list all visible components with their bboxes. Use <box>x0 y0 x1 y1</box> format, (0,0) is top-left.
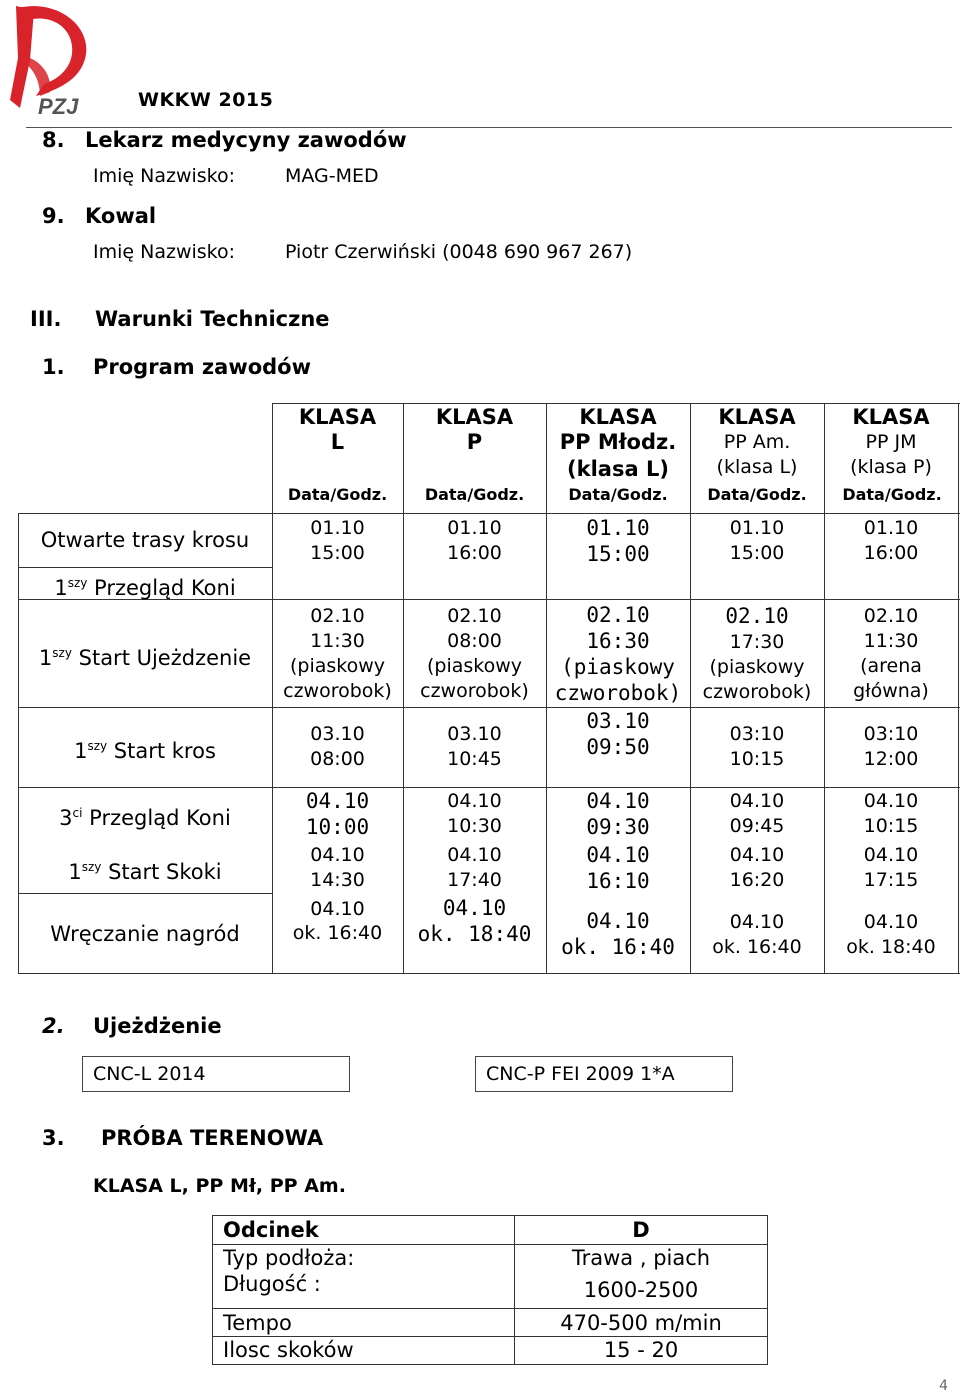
sec3-title: PRÓBA TERENOWA <box>101 1126 324 1150</box>
program-title: Program zawodów <box>93 355 312 379</box>
cell-value: 04.10 <box>586 843 650 867</box>
sec3-subtitle: KLASA L, PP Mł, PP Am. <box>93 1175 346 1197</box>
cell-value: 04.10 <box>305 789 370 813</box>
row-label-suffix: szy <box>81 860 102 874</box>
row-label-suffix: szy <box>67 576 88 590</box>
cell-value: 01.10 <box>863 517 919 539</box>
terrain-key: Tempo <box>223 1311 292 1335</box>
cell-value: czworobok) <box>702 681 812 703</box>
cell-value: 10:30 <box>447 815 502 837</box>
row-label-suffix: ci <box>72 806 83 820</box>
col-header-klasa: KLASA <box>718 405 796 429</box>
row-label-text: Start Skoki <box>108 860 222 884</box>
cell-value: 17:30 <box>729 631 785 653</box>
cell-value: ok. 18:40 <box>417 922 532 946</box>
row-label <box>18 801 272 831</box>
cell-value: 14:30 <box>310 869 365 891</box>
col-header-klasa: KLASA <box>852 405 930 429</box>
header-title: WKKW 2015 <box>138 89 274 111</box>
cell-value: główna) <box>853 680 929 702</box>
cell-value: 04.10 <box>729 790 785 812</box>
cell-value: 02.10 <box>586 603 650 627</box>
terrain-key: Odcinek <box>223 1218 319 1242</box>
col-header-sub2: (klasa L) <box>716 456 798 478</box>
terrain-key: Ilosc skoków <box>223 1338 354 1362</box>
terrain-table <box>212 1215 768 1365</box>
cell-value: 03.10 <box>447 723 502 745</box>
cell-value: 03:10 <box>863 723 919 745</box>
sec9-value: Piotr Czerwiński (0048 690 967 267) <box>285 241 633 263</box>
cell-value: 04.10 <box>863 844 919 866</box>
logo-text: PZJ <box>38 94 79 119</box>
table-rule <box>18 787 960 788</box>
cell-value: 10:45 <box>447 748 502 770</box>
cell-value: 16:00 <box>447 542 502 564</box>
col-header-sub2: (klasa L) <box>567 457 669 481</box>
row-label-text: Przegląd Koni <box>94 576 236 600</box>
cell-value: (piaskowy <box>709 656 805 678</box>
sec3-number: 3. <box>42 1126 65 1150</box>
cell-value: 15:00 <box>310 542 365 564</box>
sec2-title: Ujeżdżenie <box>93 1014 222 1038</box>
cell-value: czworobok) <box>554 681 682 705</box>
table-rule <box>18 973 960 974</box>
terrain-key: Długość : <box>223 1272 321 1296</box>
cell-value: 04.10 <box>310 844 365 866</box>
cell-value: 03.10 <box>586 709 650 733</box>
cell-value: ok. 16:40 <box>712 936 802 958</box>
terrain-value: 1600-2500 <box>583 1278 699 1302</box>
cell-value: (piaskowy <box>289 655 386 677</box>
cell-value: czworobok) <box>420 680 529 702</box>
cell-value: 10:15 <box>863 815 919 837</box>
cell-value: 04.10 <box>729 911 785 933</box>
row-label <box>18 571 272 601</box>
sec9-title: Kowal <box>85 204 157 228</box>
row-label: Otwarte trasy krosu <box>40 528 250 552</box>
cell-value: 10:15 <box>729 748 785 770</box>
col-header-klasa: KLASA <box>435 405 514 429</box>
terrain-value: 15 - 20 <box>603 1338 679 1362</box>
cell-value: 16:00 <box>863 542 919 564</box>
cell-value: 02.10 <box>725 604 789 628</box>
cell-value: 16:10 <box>586 869 650 893</box>
col-header-sub: PP Am. <box>723 431 791 453</box>
row-label-text: Start Ujeżdzenie <box>78 646 252 670</box>
sec9-label: Imię Nazwisko: <box>93 241 236 263</box>
terrain-key: Typ podłoża: <box>223 1246 355 1270</box>
cell-value: czworobok) <box>283 680 392 702</box>
cell-value: (arena <box>860 655 922 677</box>
cell-value: 03.10 <box>310 723 365 745</box>
row-label-ordinal: 1 <box>38 646 53 670</box>
dressage-test-box: CNC-L 2014 <box>82 1056 350 1092</box>
cell-value: 08:00 <box>447 630 502 652</box>
row-label-text: Przegląd Koni <box>89 806 231 830</box>
col-subheader-date: Data/Godz. <box>424 485 525 504</box>
sec8-title: Lekarz medycyny zawodów <box>85 128 407 152</box>
col-header-sub2: (klasa P) <box>850 456 932 478</box>
table-rule <box>272 403 960 404</box>
sec2-number: 2. <box>42 1014 65 1038</box>
cell-value: 01.10 <box>729 517 785 539</box>
col-subheader-date: Data/Godz. <box>568 485 668 504</box>
cell-value: ok. 18:40 <box>846 936 936 958</box>
cell-value: 04.10 <box>447 790 502 812</box>
cell-value: 02.10 <box>310 605 365 627</box>
part3-number: III. <box>30 307 62 331</box>
row-label <box>18 734 272 764</box>
sec8-number: 8. <box>42 128 65 152</box>
cell-value: 16:20 <box>729 869 785 891</box>
cell-value: 03:10 <box>729 723 785 745</box>
cell-value: 04.10 <box>863 790 919 812</box>
dressage-test-box: CNC-P FEI 2009 1*A <box>475 1056 733 1092</box>
cell-value: 04.10 <box>442 896 507 920</box>
row-label-suffix: szy <box>87 739 108 753</box>
row-label-suffix: szy <box>52 646 72 660</box>
part3-title: Warunki Techniczne <box>95 307 330 331</box>
row-label-ordinal: 1 <box>74 739 88 763</box>
col-subheader-date: Data/Godz. <box>287 485 388 504</box>
cell-value: ok. 16:40 <box>292 922 383 944</box>
cell-value: 09:30 <box>586 815 650 839</box>
page-number: 4 <box>939 1378 948 1394</box>
table-rule <box>18 513 960 514</box>
cell-value: (piaskowy <box>426 655 523 677</box>
program-number: 1. <box>42 355 65 379</box>
cell-value: 15:00 <box>586 542 650 566</box>
row-label-ordinal: 3 <box>59 806 73 830</box>
col-header-sub: L <box>330 430 345 454</box>
cell-value: ok. 16:40 <box>561 935 675 959</box>
cell-value: 17:15 <box>863 869 919 891</box>
col-subheader-date: Data/Godz. <box>707 485 807 504</box>
table-rule <box>213 1336 767 1337</box>
row-label-ordinal: 1 <box>68 860 82 884</box>
cell-value: 02.10 <box>447 605 502 627</box>
cell-value: 17:40 <box>447 869 502 891</box>
cell-value: 15:00 <box>729 542 785 564</box>
cell-value: 09:50 <box>586 735 650 759</box>
table-rule <box>213 1308 767 1309</box>
col-header-sub: P <box>466 430 483 454</box>
cell-value: 04.10 <box>863 911 919 933</box>
col-header-sub: PP Młodz. <box>559 430 677 454</box>
terrain-value: 470-500 m/min <box>560 1311 722 1335</box>
col-header-klasa: KLASA <box>579 405 657 429</box>
cell-value: 01.10 <box>586 516 650 540</box>
pzj-logo <box>0 0 96 122</box>
sec8-value: MAG-MED <box>285 165 379 187</box>
table-rule <box>18 707 960 708</box>
col-header-klasa: KLASA <box>298 405 377 429</box>
cell-value: 11:30 <box>310 630 365 652</box>
row-label <box>18 641 272 671</box>
col-subheader-date: Data/Godz. <box>842 485 942 504</box>
cell-value: 01.10 <box>310 517 365 539</box>
table-rule <box>18 567 272 568</box>
cell-value: 12:00 <box>863 748 919 770</box>
cell-value: 04.10 <box>586 909 650 933</box>
row-label-text: Start kros <box>113 739 216 763</box>
terrain-value: Trawa , piach <box>571 1246 711 1270</box>
cell-value: 16:30 <box>586 629 650 653</box>
col-header-sub: PP JM <box>865 431 917 453</box>
terrain-value: D <box>632 1218 650 1242</box>
cell-value: 04.10 <box>729 844 785 866</box>
cell-value: 08:00 <box>310 748 365 770</box>
sec8-label: Imię Nazwisko: <box>93 165 236 187</box>
cell-value: 04.10 <box>447 844 502 866</box>
table-rule <box>213 1244 767 1245</box>
row-label <box>18 855 272 885</box>
sec9-number: 9. <box>42 204 65 228</box>
row-label: Wręczanie nagród <box>50 922 240 946</box>
cell-value: 10:00 <box>305 815 370 839</box>
cell-value: (piaskowy <box>561 655 675 679</box>
cell-value: 09:45 <box>729 815 785 837</box>
cell-value: 04.10 <box>586 789 650 813</box>
row-label-ordinal: 1 <box>54 576 68 600</box>
schedule-table <box>18 403 960 974</box>
cell-value: 01.10 <box>447 517 502 539</box>
cell-value: 04.10 <box>310 898 365 920</box>
cell-value: 02.10 <box>863 605 919 627</box>
cell-value: 11:30 <box>863 630 919 652</box>
table-rule <box>18 893 272 894</box>
